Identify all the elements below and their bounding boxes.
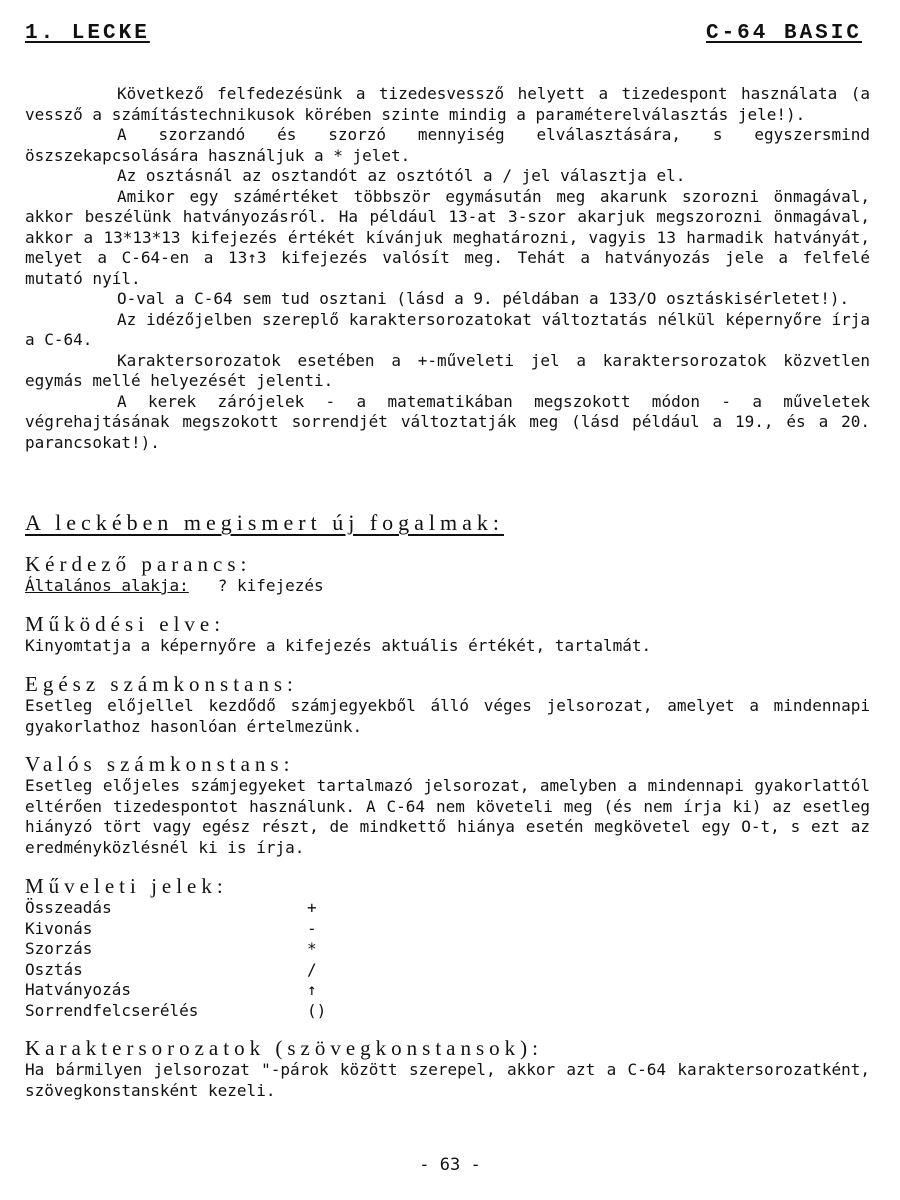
paragraph: A szorzandó és szorzó mennyiség elválasztására, s egyszersmind öszszekapcsolására használjuk a * jelet.	[25, 125, 870, 165]
operator-symbol: /	[307, 959, 317, 979]
operator-symbol: ()	[307, 1000, 327, 1020]
concept-valos	[25, 752, 870, 858]
operator-name: Kivonás	[25, 918, 93, 938]
lesson-header: 1. LECKE	[25, 22, 150, 45]
paragraph: Következő felfedezésünk a tizedesvessző helyett a tizedespont használata (a vessző a számítástechnikusok körében szinte mindig a paraméterelválasztás jele!).	[25, 84, 870, 124]
operator-row	[25, 980, 870, 1001]
operator-name: Összeadás	[25, 898, 112, 917]
concept-title: Valós számkonstans:	[25, 752, 295, 776]
paragraph: O-val a C-64 sem tud osztani (lásd a 9. példában a 133/O osztáskisérletet!).	[117, 289, 850, 308]
paragraph: A kerek zárójelek - a matematikában megszokott módon - a műveletek végrehajtásának megszokott sorrendjét változtatják meg (lásd például a 19., és a 20. parancsokat!).	[25, 391, 870, 452]
concept-text: Esetleg előjellel kezdődő számjegyekből álló véges jelsorozat, amelyet a mindennapi gyakorlathoz hasonlóan értelmezünk.	[25, 696, 870, 736]
concept-kerdezo	[25, 552, 870, 597]
operator-table	[25, 898, 870, 1021]
operator-name: Sorrendfelcserélés	[25, 1000, 199, 1020]
concept-syntax	[25, 576, 870, 597]
operator-row	[25, 898, 870, 919]
paragraph: Amikor egy számértéket többször egymásután meg akarunk szorozni önmagával, akkor beszélünk hatványozásról. Ha például 13-at 3-szor akarjuk megszorozni önmagával, akkor a 13*13*13 kifejezés értékét kívánjuk meghatározni, vagyis 13 harmadik hatványát, melyet a C-64-en a 13↑3 kifejezés valósít meg. Tehát a hatványozás jele a felfelé mutató nyíl.	[25, 186, 870, 288]
operator-symbol: +	[307, 898, 317, 917]
concept-text: Esetleg előjeles számjegyeket tartalmazó jelsorozat, amelyben a mindennapi gyakorlattól eltérően tizedespontot használunk. A C-64 nem követeli meg (és nem írja ki) az esetleg hiányzó tört vagy egész részt, de mindkettő hiánya esetén megkövetel egy O-t, s ezt az eredményközlésnél ki is írja.	[25, 776, 870, 857]
operator-row	[25, 1001, 870, 1022]
concept-title: Kérdező parancs:	[25, 552, 252, 576]
page-number: - 63 -	[419, 1155, 481, 1175]
concept-text: Ha bármilyen jelsorozat "-párok között szerepel, akkor azt a C-64 karaktersorozatként, szövegkonstansként kezeli.	[25, 1060, 870, 1100]
operator-row	[25, 939, 870, 960]
operator-name: Szorzás	[25, 939, 93, 958]
syntax-label: Általános alakja:	[25, 576, 189, 595]
operator-symbol: ↑	[307, 980, 317, 999]
operator-row	[25, 960, 870, 981]
concept-title: Egész számkonstans:	[25, 672, 298, 696]
concept-karakter	[25, 1036, 870, 1101]
operator-name: Osztás	[25, 959, 83, 979]
concept-muveleti	[25, 874, 870, 1021]
syntax-value: ? kifejezés	[217, 576, 324, 595]
paragraph: Az osztásnál az osztandót az osztótól a / jel választja el.	[117, 166, 686, 185]
paragraph: Az idézőjelben szereplő karaktersorozatokat változtatás nélkül képernyőre írja a C-64.	[25, 309, 870, 349]
concept-egesz	[25, 672, 870, 737]
intro-text	[25, 84, 870, 453]
concept-mukodesi	[25, 612, 870, 657]
operator-symbol: -	[307, 918, 317, 938]
section-title: A leckében megismert új fogalmak:	[25, 510, 505, 535]
paragraph: Karaktersorozatok esetében a +-műveleti jel a karaktersorozatok közvetlen egymás mellé helyezését jelenti.	[25, 350, 870, 390]
concept-title: Műveleti jelek:	[25, 874, 228, 898]
concept-title: Működési elve:	[25, 612, 226, 636]
operator-row	[25, 919, 870, 940]
concept-title: Karaktersorozatok (szövegkonstansok):	[25, 1036, 543, 1060]
concept-text: Kinyomtatja a képernyőre a kifejezés aktuális értékét, tartalmát.	[25, 636, 652, 655]
book-header: C-64 BASIC	[705, 22, 862, 45]
operator-symbol: *	[307, 939, 317, 958]
operator-name: Hatványozás	[25, 980, 131, 999]
